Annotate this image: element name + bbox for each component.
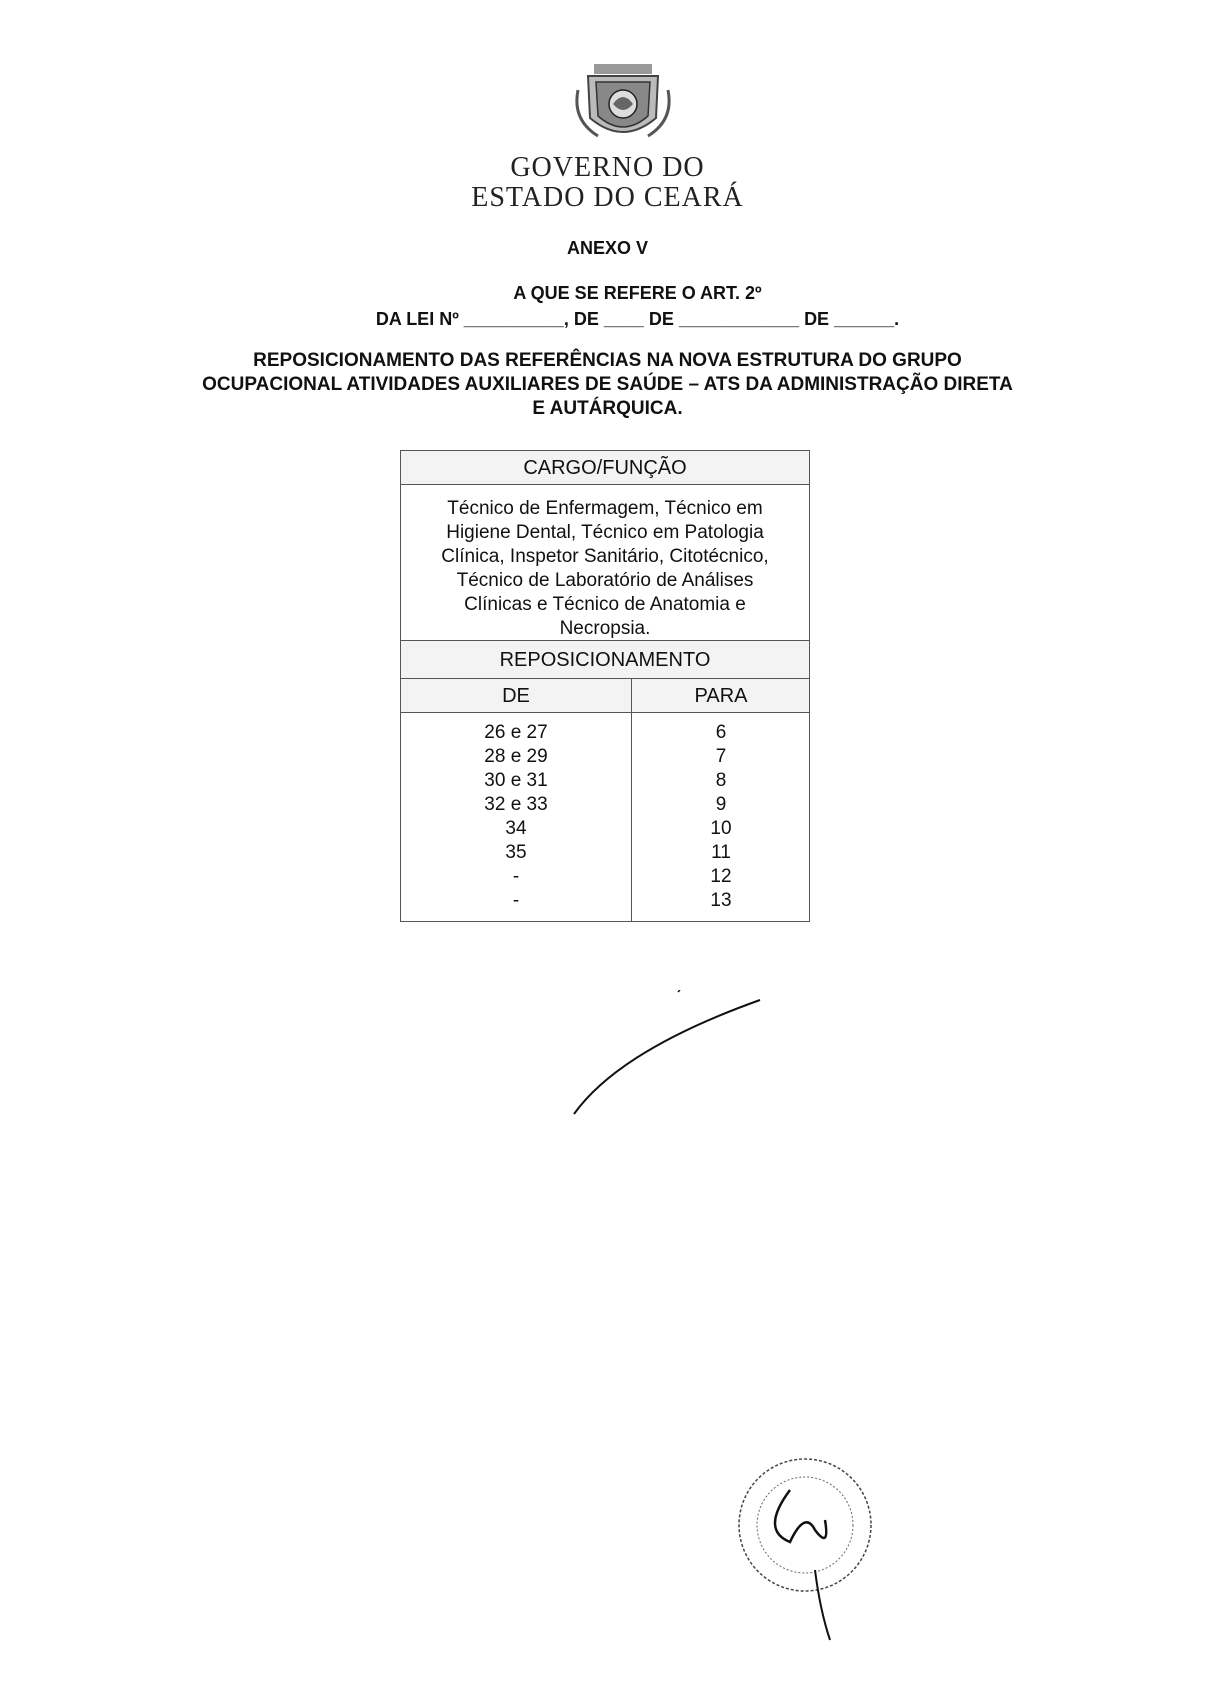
cargo-line: Clínicas e Técnico de Anatomia e [464,594,746,615]
column-header-de: DE [502,685,530,707]
table-cell: 12 [710,866,732,887]
government-name-line1: GOVERNO DO [510,152,705,183]
table-cell: 7 [715,746,727,767]
repositioning-header: REPOSICIONAMENTO [401,641,809,679]
document-title-line3: E AUTÁRQUICA. [532,398,683,419]
cargo-line: Técnico de Laboratório de Análises [456,570,754,591]
signature-mark [560,990,790,1120]
repositioning-table [400,450,810,922]
table-cell: 28 e 29 [484,746,548,767]
table-cell: 8 [715,770,727,791]
cargo-line: Técnico de Enfermagem, Técnico em [447,498,763,519]
annex-title: ANEXO V [566,238,649,258]
table-cell: 10 [710,818,732,839]
table-cell: 34 [505,818,527,839]
reference-line1: A QUE SE REFERE O ART. 2º [513,283,762,303]
document-title-line2: OCUPACIONAL ATIVIDADES AUXILIARES DE SAÚDE – ATS DA ADMINISTRAÇÃO DIRETA [202,374,1013,395]
cargo-description [401,485,809,641]
de-values-column [401,721,631,913]
table-cell: 13 [710,890,732,911]
table-cell: 30 e 31 [484,770,548,791]
cargo-header: CARGO/FUNÇÃO [401,451,809,485]
para-values-column [631,721,811,913]
table-cell: 9 [715,794,727,815]
column-header-para: PARA [694,685,748,707]
document-title-line1: REPOSICIONAMENTO DAS REFERÊNCIAS NA NOVA ESTRUTURA DO GRUPO [253,350,962,371]
cargo-line: Clínica, Inspetor Sanitário, Citotécnico, [441,546,769,567]
table-cell: 35 [505,842,527,863]
table-cell: 32 e 33 [484,794,548,815]
cargo-line: Necropsia. [559,618,651,639]
reference-line2: DA LEI Nº __________, DE ____ DE ____________ DE ______. [375,309,900,329]
table-cell: 6 [715,722,727,743]
column-headers [401,679,809,713]
table-cell: 26 e 27 [484,722,548,743]
state-coat-of-arms-icon [568,60,678,148]
table-cell: - [512,866,520,887]
government-name-line2: ESTADO DO CEARÁ [471,182,744,213]
table-cell: 11 [711,842,731,863]
procuradoria-stamp [720,1450,890,1650]
cargo-line: Higiene Dental, Técnico em Patologia [446,522,764,543]
table-cell: - [512,890,520,911]
